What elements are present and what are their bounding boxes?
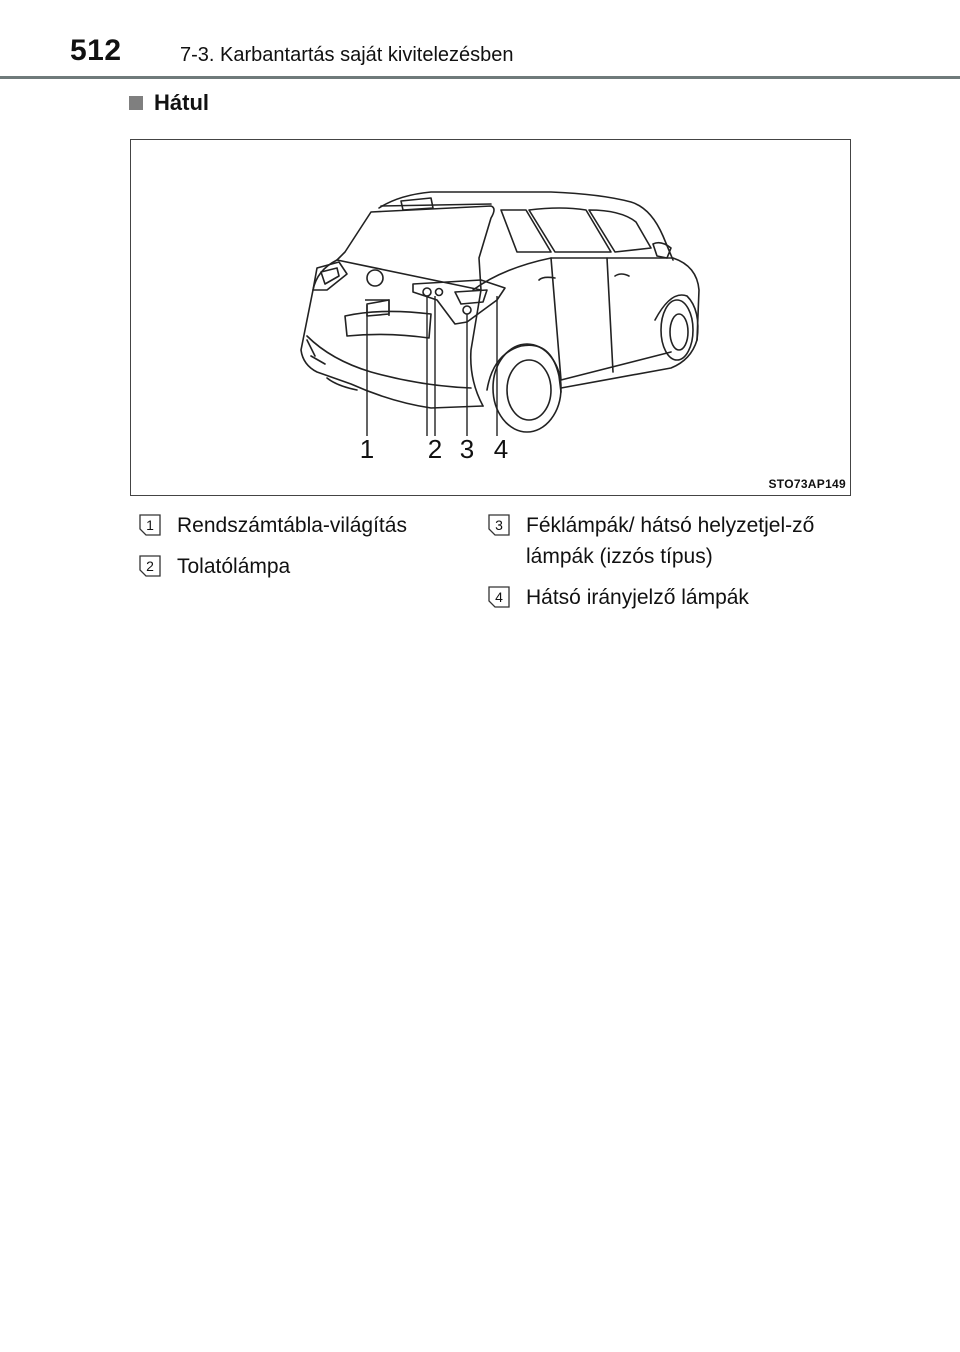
callout-number-2 bbox=[428, 434, 442, 464]
legend-text: Tolatólámpa bbox=[177, 555, 291, 578]
number-box-icon bbox=[139, 514, 161, 536]
legend-number: 3 bbox=[495, 517, 503, 533]
legend-item bbox=[139, 551, 469, 582]
number-box-icon bbox=[488, 514, 510, 536]
svg-text:1: 1 bbox=[359, 434, 375, 464]
square-bullet-icon bbox=[129, 96, 143, 110]
legend-text: Rendszámtábla-világítás bbox=[177, 514, 407, 537]
number-box-icon bbox=[139, 555, 161, 577]
legend-item bbox=[488, 582, 848, 613]
legend-number: 2 bbox=[146, 558, 154, 574]
header-rule bbox=[0, 76, 960, 79]
car-rear-figure bbox=[130, 139, 851, 496]
section-heading-text: Hátul bbox=[154, 90, 209, 115]
callout-number-1 bbox=[360, 434, 374, 464]
section-heading bbox=[129, 90, 209, 116]
legend-item bbox=[139, 510, 469, 541]
legend-left-column bbox=[139, 510, 469, 592]
callout-number-3 bbox=[460, 434, 474, 464]
svg-text:3: 3 bbox=[459, 434, 475, 464]
svg-text:4: 4 bbox=[493, 434, 509, 464]
svg-text:2: 2 bbox=[427, 434, 443, 464]
car-illustration bbox=[131, 140, 849, 494]
legend-text: Hátsó irányjelző lámpák bbox=[526, 586, 749, 609]
number-box-icon bbox=[488, 586, 510, 608]
legend-number: 1 bbox=[146, 517, 154, 533]
legend-item bbox=[488, 510, 848, 572]
callout-number-4 bbox=[494, 434, 508, 464]
chapter-title: 7-3. Karbantartás saját kivitelezésben bbox=[180, 44, 514, 66]
figure-code: STO73AP149 bbox=[768, 477, 846, 491]
legend-right-column bbox=[488, 510, 848, 623]
page-number: 512 bbox=[70, 34, 122, 67]
legend-number: 4 bbox=[495, 589, 503, 605]
legend-text: Féklámpák/ hátsó helyzetjel-ző lámpák (izzós típus) bbox=[526, 514, 815, 568]
